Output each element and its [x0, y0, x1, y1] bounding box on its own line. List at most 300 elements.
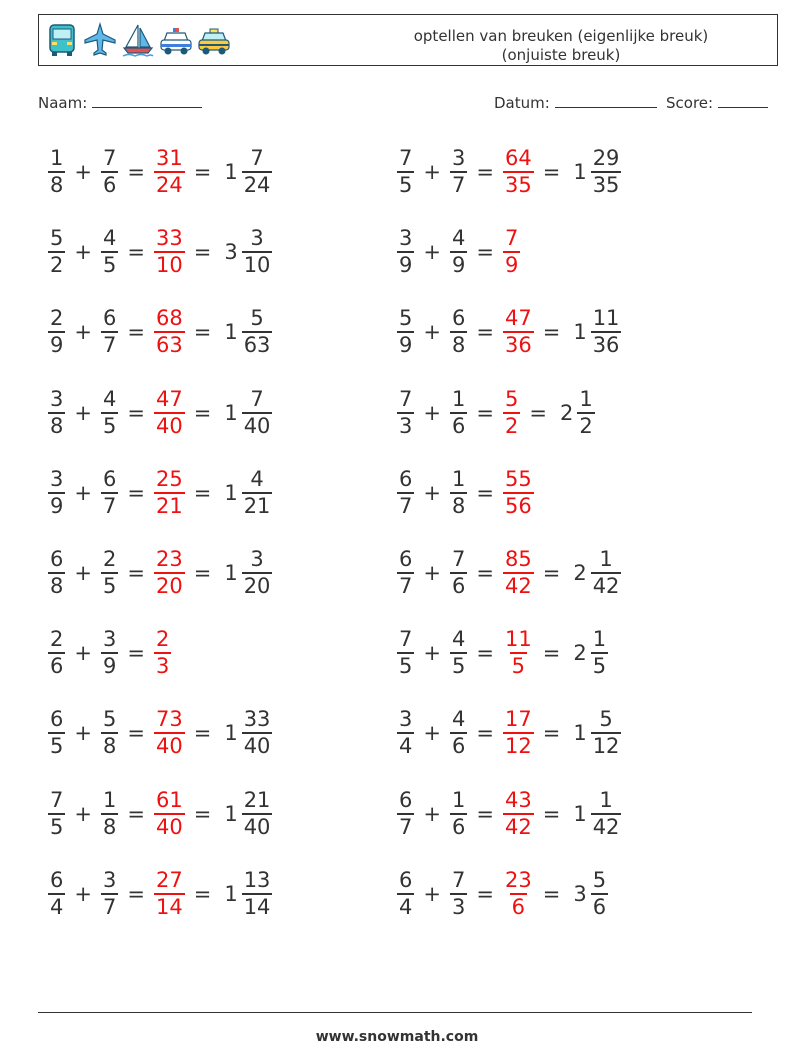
denominator: 9 — [504, 253, 519, 277]
numerator: 3 — [50, 387, 64, 411]
improper-fraction-answer — [154, 547, 185, 599]
numerator: 5 — [592, 868, 607, 892]
equals-sign: = — [193, 401, 212, 425]
addend-2-fraction — [101, 547, 118, 599]
numerator: 1 — [599, 788, 613, 812]
equals-sign: = — [476, 401, 494, 425]
addend-1-fraction — [48, 226, 65, 278]
numerator: 6 — [399, 868, 413, 892]
denominator: 5 — [102, 574, 117, 598]
numerator: 5 — [50, 226, 64, 250]
denominator: 12 — [592, 734, 620, 758]
addend-2-fraction — [101, 627, 118, 679]
numerator: 23 — [504, 868, 532, 892]
denominator: 40 — [155, 815, 183, 839]
numerator: 3 — [250, 226, 264, 250]
footer-website: www.snowmath.com — [315, 1029, 479, 1045]
denominator: 9 — [50, 333, 64, 357]
numerator: 11 — [592, 306, 620, 330]
addend-1-fraction — [397, 788, 414, 840]
numerator: 2 — [50, 306, 64, 330]
denominator: 5 — [399, 173, 413, 197]
denominator: 63 — [155, 333, 183, 357]
denominator: 21 — [243, 494, 271, 518]
name-field[interactable] — [38, 93, 202, 112]
numerator: 64 — [504, 146, 532, 170]
numerator: 55 — [504, 467, 532, 491]
numerator: 3 — [102, 868, 117, 892]
denominator: 8 — [50, 414, 64, 438]
mixed-number-whole: 1 — [224, 561, 238, 585]
denominator: 7 — [399, 815, 413, 839]
mixed-number-fraction — [242, 306, 273, 358]
numerator: 5 — [504, 387, 519, 411]
addend-1-fraction — [48, 306, 65, 358]
denominator: 6 — [511, 895, 526, 919]
problem-item — [395, 461, 536, 525]
problem-item — [46, 300, 274, 364]
numerator: 17 — [504, 707, 532, 731]
airplane-icon — [83, 22, 117, 58]
numerator: 1 — [451, 788, 466, 812]
mixed-number-fraction — [577, 387, 594, 439]
denominator: 6 — [451, 414, 466, 438]
mixed-number-fraction — [242, 868, 273, 920]
equals-sign: = — [476, 481, 494, 505]
plus-sign: + — [74, 641, 92, 665]
numerator: 4 — [250, 467, 264, 491]
addend-2-fraction — [450, 146, 467, 198]
numerator: 68 — [155, 306, 183, 330]
score-blank-line[interactable] — [718, 93, 768, 108]
plus-sign: + — [74, 561, 92, 585]
improper-fraction-answer — [154, 226, 185, 278]
denominator: 40 — [243, 734, 271, 758]
numerator: 3 — [451, 146, 466, 170]
taxi-icon — [197, 22, 231, 58]
bus-icon — [45, 22, 79, 58]
problem-item — [46, 220, 274, 284]
improper-fraction-answer — [503, 226, 520, 278]
mixed-number-fraction — [242, 707, 273, 759]
denominator: 14 — [155, 895, 183, 919]
numerator: 2 — [155, 627, 170, 651]
mixed-number-whole: 1 — [573, 320, 587, 344]
addend-2-fraction — [450, 467, 467, 519]
numerator: 3 — [50, 467, 64, 491]
mixed-number-whole: 1 — [224, 802, 238, 826]
denominator: 6 — [592, 895, 607, 919]
title-line-2: (onjuiste breuk) — [501, 46, 621, 64]
improper-fraction-answer — [154, 467, 185, 519]
numerator: 7 — [50, 788, 64, 812]
equals-sign: = — [476, 641, 494, 665]
equals-sign: = — [542, 802, 561, 826]
denominator: 8 — [102, 734, 117, 758]
numerator: 33 — [243, 707, 271, 731]
mixed-number-fraction — [591, 627, 608, 679]
denominator: 4 — [399, 734, 413, 758]
numerator: 6 — [50, 707, 64, 731]
title-line-1: optellen van breuken (eigenlijke breuk) — [413, 27, 709, 45]
addend-2-fraction — [450, 707, 467, 759]
denominator: 21 — [155, 494, 183, 518]
equals-sign: = — [127, 721, 145, 745]
header-icons — [45, 22, 231, 58]
equals-sign: = — [476, 802, 494, 826]
denominator: 20 — [155, 574, 183, 598]
numerator: 13 — [243, 868, 271, 892]
improper-fraction-answer — [154, 146, 185, 198]
numerator: 7 — [399, 146, 413, 170]
numerator: 1 — [451, 467, 466, 491]
mixed-number-whole: 1 — [224, 401, 238, 425]
denominator: 7 — [102, 333, 117, 357]
mixed-number-fraction — [242, 547, 273, 599]
plus-sign: + — [423, 561, 441, 585]
addend-1-fraction — [48, 547, 65, 599]
denominator: 5 — [50, 734, 64, 758]
numerator: 6 — [451, 306, 466, 330]
date-field[interactable] — [494, 93, 657, 112]
denominator: 3 — [155, 654, 170, 678]
equals-sign: = — [127, 641, 145, 665]
equals-sign: = — [542, 641, 561, 665]
problem-item — [395, 541, 623, 605]
problem-item — [46, 381, 274, 445]
equals-sign: = — [476, 240, 494, 264]
denominator: 36 — [504, 333, 532, 357]
plus-sign: + — [74, 481, 92, 505]
improper-fraction-answer — [154, 306, 185, 358]
numerator: 5 — [250, 306, 264, 330]
numerator: 6 — [102, 306, 117, 330]
equals-sign: = — [476, 320, 494, 344]
police-car-icon — [159, 22, 193, 58]
addend-1-fraction — [397, 707, 414, 759]
denominator: 42 — [592, 815, 620, 839]
plus-sign: + — [423, 401, 441, 425]
numerator: 11 — [504, 627, 532, 651]
addend-2-fraction — [450, 547, 467, 599]
numerator: 5 — [102, 707, 117, 731]
equals-sign: = — [193, 160, 212, 184]
equals-sign: = — [127, 561, 145, 585]
denominator: 14 — [243, 895, 271, 919]
denominator: 24 — [155, 173, 183, 197]
addend-1-fraction — [397, 547, 414, 599]
denominator: 40 — [155, 414, 183, 438]
equals-sign: = — [476, 160, 494, 184]
addend-1-fraction — [397, 306, 414, 358]
addend-1-fraction — [48, 627, 65, 679]
equals-sign: = — [127, 802, 145, 826]
addend-2-fraction — [101, 306, 118, 358]
addend-1-fraction — [397, 387, 414, 439]
plus-sign: + — [423, 320, 441, 344]
equals-sign: = — [542, 882, 561, 906]
addend-1-fraction — [397, 146, 414, 198]
denominator: 5 — [50, 815, 64, 839]
mixed-number-whole: 1 — [224, 320, 238, 344]
plus-sign: + — [423, 802, 441, 826]
addend-2-fraction — [450, 387, 467, 439]
numerator: 85 — [504, 547, 532, 571]
problem-item — [395, 621, 610, 685]
problem-item — [395, 220, 522, 284]
improper-fraction-answer — [154, 627, 171, 679]
mixed-number-fraction — [591, 146, 622, 198]
numerator: 4 — [451, 627, 466, 651]
addend-1-fraction — [397, 627, 414, 679]
numerator: 6 — [399, 788, 413, 812]
denominator: 56 — [504, 494, 532, 518]
mixed-number-whole: 3 — [224, 240, 238, 264]
addend-1-fraction — [48, 146, 65, 198]
numerator: 7 — [102, 146, 117, 170]
equals-sign: = — [127, 401, 145, 425]
addend-1-fraction — [48, 467, 65, 519]
denominator: 42 — [592, 574, 620, 598]
mixed-number-fraction — [242, 226, 273, 278]
numerator: 31 — [155, 146, 183, 170]
plus-sign: + — [423, 641, 441, 665]
addend-2-fraction — [450, 868, 467, 920]
numerator: 1 — [592, 627, 607, 651]
improper-fraction-answer — [503, 547, 534, 599]
denominator: 4 — [399, 895, 413, 919]
denominator: 9 — [50, 494, 64, 518]
footer-divider — [38, 1012, 752, 1013]
equals-sign: = — [193, 721, 212, 745]
denominator: 6 — [451, 734, 466, 758]
denominator: 6 — [102, 173, 117, 197]
mixed-number-whole: 2 — [559, 401, 574, 425]
addend-2-fraction — [101, 788, 118, 840]
name-blank-line[interactable] — [92, 93, 202, 108]
improper-fraction-answer — [503, 146, 534, 198]
numerator: 73 — [155, 707, 183, 731]
problem-item — [46, 621, 173, 685]
plus-sign: + — [74, 802, 92, 826]
numerator: 27 — [155, 868, 183, 892]
improper-fraction-answer — [154, 788, 185, 840]
improper-fraction-answer — [503, 868, 534, 920]
score-field[interactable] — [666, 93, 768, 112]
denominator: 7 — [451, 173, 466, 197]
improper-fraction-answer — [503, 707, 534, 759]
plus-sign: + — [423, 882, 441, 906]
numerator: 29 — [592, 146, 620, 170]
problem-item — [46, 140, 274, 204]
numerator: 21 — [243, 788, 271, 812]
denominator: 3 — [399, 414, 413, 438]
equals-sign: = — [127, 320, 145, 344]
problem-item — [46, 461, 274, 525]
plus-sign: + — [423, 160, 441, 184]
mixed-number-whole: 3 — [573, 882, 587, 906]
addend-1-fraction — [397, 868, 414, 920]
numerator: 1 — [579, 387, 593, 411]
numerator: 7 — [399, 627, 413, 651]
problem-item — [395, 782, 623, 846]
denominator: 35 — [504, 173, 532, 197]
improper-fraction-answer — [503, 387, 520, 439]
improper-fraction-answer — [503, 788, 534, 840]
denominator: 2 — [504, 414, 519, 438]
numerator: 33 — [155, 226, 183, 250]
problem-item — [46, 701, 274, 765]
addend-1-fraction — [48, 788, 65, 840]
numerator: 2 — [102, 547, 117, 571]
addend-1-fraction — [48, 707, 65, 759]
date-blank-line[interactable] — [555, 93, 657, 108]
plus-sign: + — [423, 240, 441, 264]
mixed-number-whole: 1 — [224, 721, 238, 745]
denominator: 8 — [451, 494, 466, 518]
addend-1-fraction — [48, 387, 65, 439]
mixed-number-whole: 1 — [573, 721, 587, 745]
addend-2-fraction — [450, 627, 467, 679]
denominator: 12 — [504, 734, 532, 758]
denominator: 24 — [243, 173, 271, 197]
equals-sign: = — [193, 802, 212, 826]
equals-sign: = — [193, 882, 212, 906]
denominator: 9 — [399, 253, 413, 277]
plus-sign: + — [423, 481, 441, 505]
numerator: 25 — [155, 467, 183, 491]
denominator: 9 — [451, 253, 466, 277]
plus-sign: + — [74, 240, 92, 264]
equals-sign: = — [542, 721, 561, 745]
numerator: 47 — [504, 306, 532, 330]
denominator: 35 — [592, 173, 620, 197]
numerator: 6 — [399, 467, 413, 491]
numerator: 3 — [399, 707, 413, 731]
denominator: 5 — [399, 654, 413, 678]
numerator: 4 — [102, 226, 117, 250]
denominator: 42 — [504, 815, 532, 839]
mixed-number-fraction — [591, 868, 608, 920]
numerator: 5 — [399, 306, 413, 330]
equals-sign: = — [476, 721, 494, 745]
denominator: 10 — [155, 253, 183, 277]
improper-fraction-answer — [503, 467, 534, 519]
numerator: 7 — [504, 226, 519, 250]
numerator: 7 — [250, 387, 264, 411]
denominator: 2 — [579, 414, 593, 438]
denominator: 5 — [511, 654, 526, 678]
numerator: 4 — [102, 387, 117, 411]
denominator: 4 — [50, 895, 64, 919]
problem-item — [395, 701, 623, 765]
numerator: 6 — [50, 547, 64, 571]
numerator: 7 — [451, 868, 466, 892]
equals-sign: = — [476, 882, 494, 906]
denominator: 40 — [155, 734, 183, 758]
improper-fraction-answer — [154, 387, 185, 439]
equals-sign: = — [529, 401, 547, 425]
equals-sign: = — [127, 240, 145, 264]
mixed-number-whole: 1 — [224, 160, 238, 184]
addend-2-fraction — [450, 788, 467, 840]
numerator: 43 — [504, 788, 532, 812]
mixed-number-fraction — [242, 387, 273, 439]
improper-fraction-answer — [154, 868, 185, 920]
denominator: 9 — [102, 654, 117, 678]
denominator: 9 — [399, 333, 413, 357]
addend-2-fraction — [101, 146, 118, 198]
mixed-number-whole: 2 — [573, 641, 587, 665]
denominator: 5 — [102, 414, 117, 438]
numerator: 4 — [451, 226, 466, 250]
denominator: 6 — [451, 815, 466, 839]
equals-sign: = — [193, 561, 212, 585]
numerator: 23 — [155, 547, 183, 571]
equals-sign: = — [193, 320, 212, 344]
addend-2-fraction — [101, 707, 118, 759]
denominator: 8 — [451, 333, 466, 357]
problem-item — [395, 862, 610, 926]
numerator: 6 — [399, 547, 413, 571]
improper-fraction-answer — [503, 306, 534, 358]
denominator: 5 — [102, 253, 117, 277]
denominator: 7 — [399, 494, 413, 518]
equals-sign: = — [127, 882, 145, 906]
denominator: 8 — [50, 173, 64, 197]
denominator: 10 — [243, 253, 271, 277]
numerator: 7 — [451, 547, 466, 571]
addend-2-fraction — [450, 306, 467, 358]
numerator: 47 — [155, 387, 183, 411]
denominator: 7 — [102, 494, 117, 518]
mixed-number-fraction — [591, 547, 622, 599]
denominator: 3 — [451, 895, 466, 919]
denominator: 5 — [592, 654, 607, 678]
addend-2-fraction — [450, 226, 467, 278]
plus-sign: + — [423, 721, 441, 745]
numerator: 1 — [102, 788, 117, 812]
mixed-number-fraction — [242, 146, 273, 198]
equals-sign: = — [193, 240, 212, 264]
equals-sign: = — [542, 320, 561, 344]
score-label: Score: — [666, 94, 714, 112]
problem-item — [46, 782, 274, 846]
mixed-number-whole: 1 — [573, 802, 587, 826]
numerator: 6 — [102, 467, 117, 491]
denominator: 7 — [399, 574, 413, 598]
equals-sign: = — [127, 481, 145, 505]
problem-item — [395, 381, 597, 445]
denominator: 6 — [451, 574, 466, 598]
denominator: 20 — [243, 574, 271, 598]
equals-sign: = — [542, 160, 561, 184]
addend-2-fraction — [101, 387, 118, 439]
numerator: 7 — [399, 387, 413, 411]
mixed-number-whole: 2 — [573, 561, 587, 585]
addend-1-fraction — [397, 467, 414, 519]
numerator: 2 — [50, 627, 64, 651]
worksheet-header — [38, 14, 778, 66]
numerator: 3 — [102, 627, 117, 651]
numerator: 3 — [250, 547, 264, 571]
denominator: 8 — [102, 815, 117, 839]
equals-sign: = — [193, 481, 212, 505]
numerator: 4 — [451, 707, 466, 731]
improper-fraction-answer — [154, 707, 185, 759]
numerator: 61 — [155, 788, 183, 812]
date-label: Datum: — [494, 94, 550, 112]
